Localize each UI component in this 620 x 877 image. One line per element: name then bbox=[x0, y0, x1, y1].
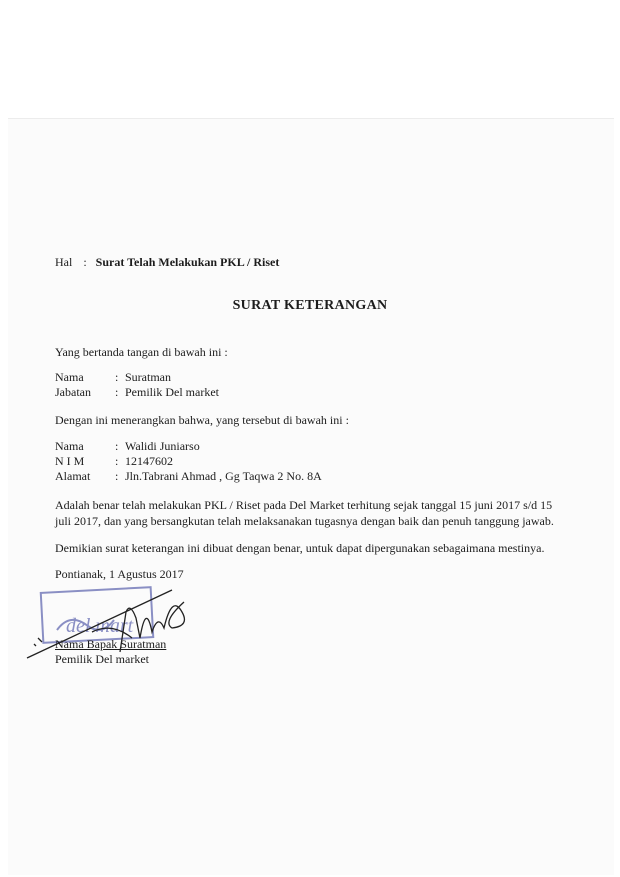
subject-text: Surat Telah Melakukan PKL / Riset bbox=[95, 255, 280, 269]
statement-text: Dengan ini menerangkan bahwa, yang tersebut di bawah ini : bbox=[55, 413, 349, 427]
stamp-text: del mart bbox=[66, 615, 134, 637]
intro-text: Yang bertanda tangan di bawah ini : bbox=[55, 345, 228, 359]
place-date: Pontianak, 1 Agustus 2017 bbox=[55, 567, 184, 581]
student-address-label: Alamat bbox=[55, 469, 91, 483]
signer-position-value: Pemilik Del market bbox=[125, 385, 219, 399]
hal-colon: : bbox=[83, 255, 87, 269]
student-name-value: Walidi Juniarso bbox=[125, 439, 200, 453]
document-title: SURAT KETERANGAN bbox=[232, 298, 388, 313]
student-address-value: Jln.Tabrani Ahmad , Gg Taqwa 2 No. 8A bbox=[125, 469, 322, 483]
signatory-title: Pemilik Del market bbox=[55, 652, 149, 666]
student-name-label: Nama bbox=[55, 439, 84, 453]
student-name-row: Nama : Walidi Juniarso bbox=[55, 439, 200, 453]
letter-sheet bbox=[8, 118, 614, 875]
student-nim-row: N I M : 12147602 bbox=[55, 454, 173, 468]
signer-name-value: Suratman bbox=[125, 370, 171, 384]
student-nim-value: 12147602 bbox=[125, 454, 173, 468]
signatory-name: Nama Bapak Suratman bbox=[55, 637, 167, 651]
body-line-1: Adalah benar telah melakukan PKL / Riset pada Del Market terhitung sejak tanggal 15 juni 2017 s/d 15 bbox=[55, 498, 553, 512]
closing-text: Demikian surat keterangan ini dibuat dengan benar, untuk dapat dipergunakan sebagaimana mestinya. bbox=[55, 541, 545, 555]
signer-name-label: Nama bbox=[55, 370, 84, 384]
hal-label: Hal bbox=[55, 255, 73, 269]
signer-position-label: Jabatan bbox=[55, 385, 91, 399]
student-nim-label: N I M bbox=[55, 454, 85, 468]
signer-name-row: Nama : Suratman bbox=[55, 370, 171, 384]
stamp bbox=[41, 587, 153, 643]
body-line-2: juli 2017, dan yang bersangkutan telah melaksanakan tugasnya dengan baik dan penuh tanggung jawab. bbox=[55, 514, 554, 528]
signer-position-row: Jabatan : Pemilik Del market bbox=[55, 385, 219, 399]
subject-line bbox=[55, 255, 279, 270]
student-address-row: Alamat : Jln.Tabrani Ahmad , Gg Taqwa 2 No. 8A bbox=[55, 469, 322, 483]
